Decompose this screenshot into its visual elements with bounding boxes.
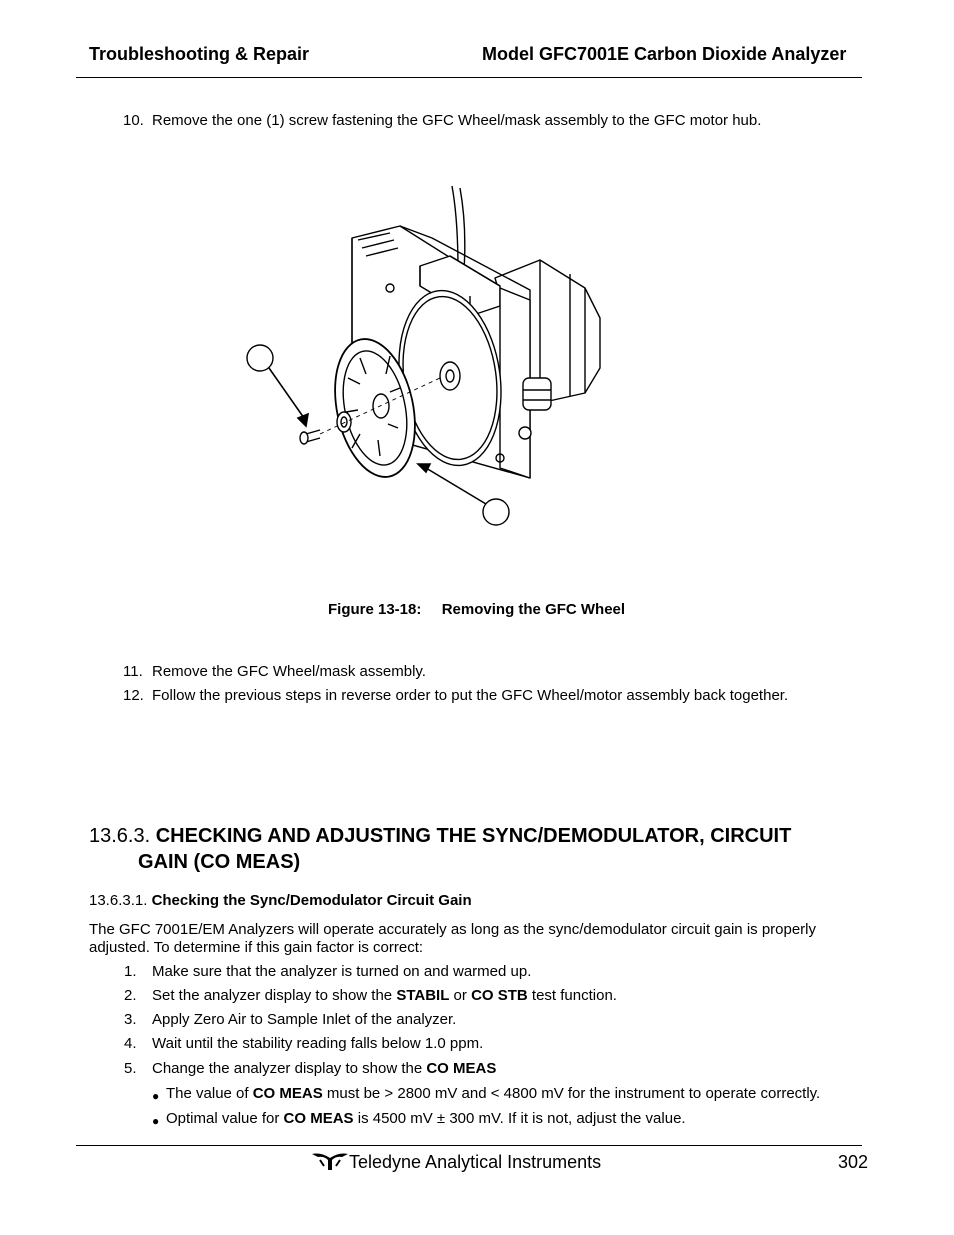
section-title-line2: GAIN (CO MEAS)	[138, 851, 301, 873]
footer-rule	[76, 1145, 862, 1146]
figure-caption	[328, 601, 625, 618]
teledyne-logo-icon	[312, 1152, 348, 1172]
section-title-line1: CHECKING AND ADJUSTING THE SYNC/DEMODULATOR, CIRCUIT	[155, 825, 792, 847]
step-number: 12.	[123, 687, 144, 704]
step-number: 11.	[123, 663, 143, 680]
step-number: 3.	[124, 1011, 137, 1028]
bullet-icon: ●	[152, 1089, 160, 1103]
figure-label: Figure 13-18:	[328, 601, 422, 618]
step-number: 10.	[123, 112, 144, 129]
header-right: Model GFC7001E Carbon Dioxide Analyzer	[482, 44, 847, 64]
step-text: Follow the previous steps in reverse order to put the GFC Wheel/motor assembly back together.	[152, 687, 789, 704]
step-number: 5.	[124, 1060, 137, 1077]
subsection-title: Checking the Sync/Demodulator Circuit Gain	[151, 892, 472, 909]
figure-title: Removing the GFC Wheel	[441, 601, 626, 618]
step-text: Set the analyzer display to show the STABIL or CO STB test function.	[152, 987, 617, 1004]
gfc-wheel-illustration	[240, 178, 620, 530]
step-number: 1.	[124, 963, 137, 980]
bullet-icon: ●	[152, 1114, 160, 1128]
step-number: 4.	[124, 1035, 137, 1052]
step-number: 2.	[124, 987, 137, 1004]
page-number: 302	[838, 1152, 869, 1172]
step-text: Remove the GFC Wheel/mask assembly.	[152, 663, 426, 680]
bullet-text: Optimal value for CO MEAS is 4500 mV ± 300 mV. If it is not, adjust the value.	[166, 1110, 686, 1127]
step-text: Change the analyzer display to show the CO MEAS	[152, 1060, 497, 1077]
section-number: 13.6.3.	[89, 825, 151, 847]
header-rule	[76, 77, 862, 78]
subsection-heading	[89, 892, 472, 909]
footer-company: Teledyne Analytical Instruments	[349, 1152, 602, 1172]
bullet-text: The value of CO MEAS must be > 2800 mV and < 4800 mV for the instrument to operate correctly.	[166, 1085, 821, 1102]
intro-line1: The GFC 7001E/EM Analyzers will operate accurately as long as the sync/demodulator circuit gain is properly	[89, 921, 817, 938]
header-left: Troubleshooting & Repair	[89, 44, 310, 64]
step-text: Make sure that the analyzer is turned on and warmed up.	[152, 963, 532, 980]
step-text: Apply Zero Air to Sample Inlet of the analyzer.	[152, 1011, 457, 1028]
intro-line2: adjusted. To determine if this gain factor is correct:	[89, 939, 424, 956]
step-text: Remove the one (1) screw fastening the GFC Wheel/mask assembly to the GFC motor hub.	[152, 112, 762, 129]
step-text: Wait until the stability reading falls below 1.0 ppm.	[152, 1035, 484, 1052]
subsection-number: 13.6.3.1.	[89, 892, 148, 909]
section-heading	[89, 823, 791, 849]
